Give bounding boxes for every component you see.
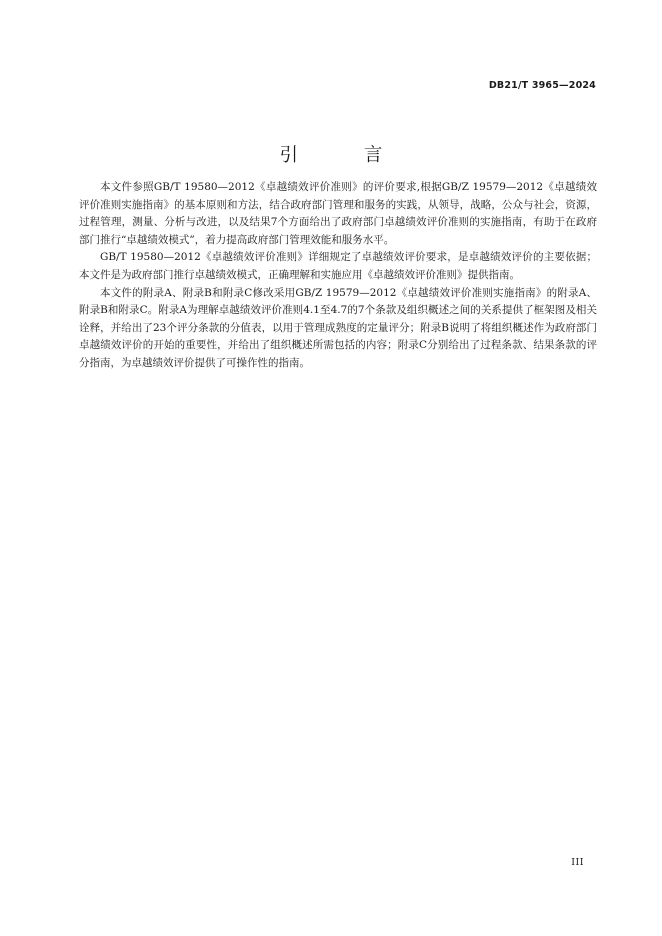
document-code: DB21/T 3965—2024	[488, 80, 596, 91]
introduction-body	[79, 179, 597, 373]
paragraph-3: 本文件的附录A、附录B和附录C修改采用GB/Z 19579—2012《卓越绩效评价准则实施指南》的附录A、附录B和附录C。附录A为理解卓越绩效评价准则4.1至4.7的7个条款及组织概述之间的关系提供了框架图及相关诠释，并给出了23个评分条款的分值表，以用于管理成熟度的定量评分；附录B说明了将组织概述作为政府部门卓越绩效评价的开始的重要性，并给出了组织概述所需包括的内容；附录C分别给出了过程条款、结果条款的评分指南，为卓越绩效评价提供了可操作性的指南。	[79, 286, 597, 369]
page-number: III	[571, 857, 584, 868]
section-title: 引 言	[279, 145, 413, 166]
paragraph-1: 本文件参照GB/T 19580—2012《卓越绩效评价准则》的评价要求,根据GB/Z 19579—2012《卓越绩效评价准则实施指南》的基本原则和方法，结合政府部门管理和服务的实践，从领导，战略，公众与社会，资源，过程管理，测量、分析与改进，以及结果7个方面给出了政府部门卓越绩效评价准则的实施指南，有助于在政府部门推行“卓越绩效模式”，着力提高政府部门管理效能和服务水平。	[79, 181, 597, 246]
paragraph-2: GB/T 19580—2012《卓越绩效评价准则》详细规定了卓越绩效评价要求，是卓越绩效评价的主要依据；本文件是为政府部门推行卓越绩效模式，正确理解和实施应用《卓越绩效评价准则》提供指南。	[79, 251, 597, 281]
